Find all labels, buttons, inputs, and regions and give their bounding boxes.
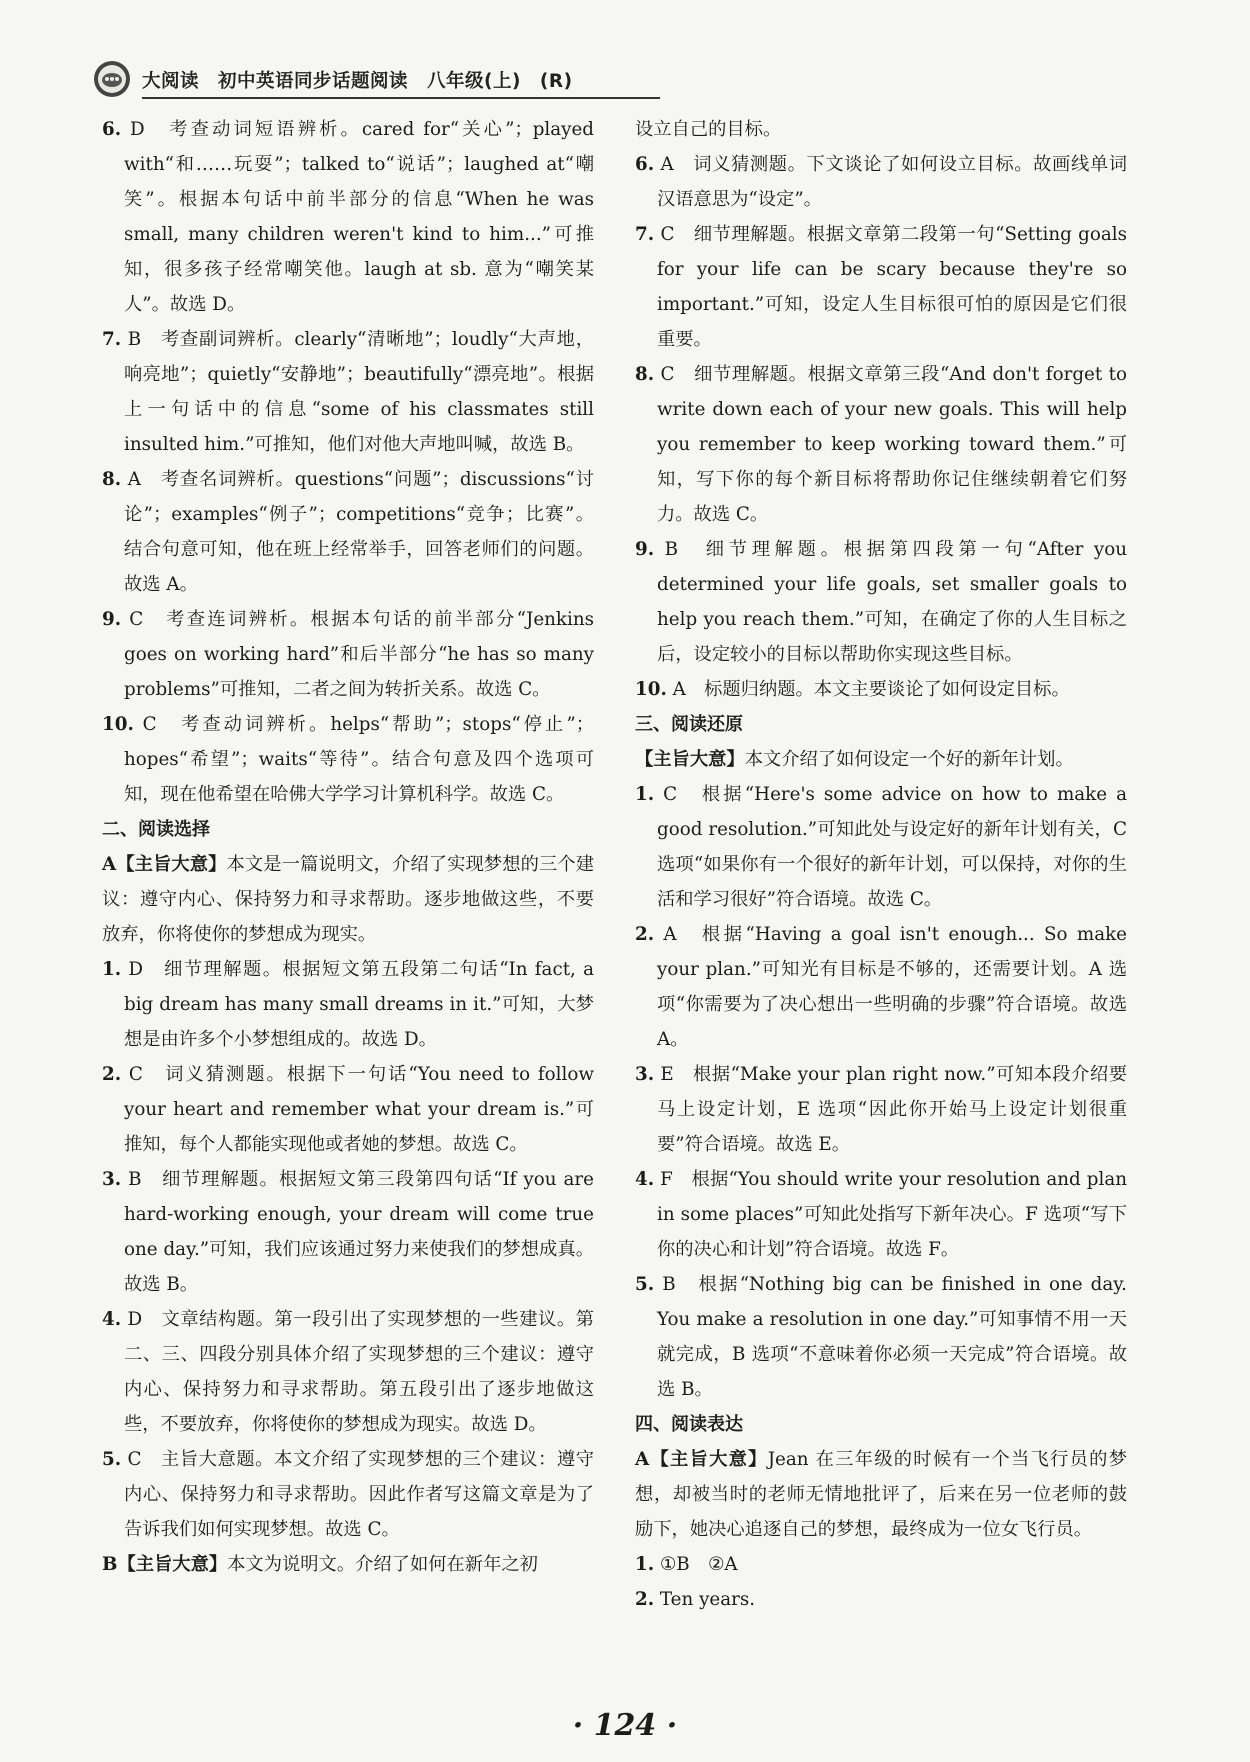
answer-item: 8. A 考查名词辨析。questions“问题”；discussions“讨论”；examples“例子”；competitions“竞争；比赛”。结合句意可知，他在班上经常举手，回答老师们的问题。故选 A。 xyxy=(102,469,594,595)
answer-item: 5. C 主旨大意题。本文介绍了实现梦想的三个建议：遵守内心、保持努力和寻求帮助。因此作者写这篇文章是为了告诉我们如何实现梦想。故选 C。 xyxy=(102,1449,594,1540)
answer-item: 1. D 细节理解题。根据短文第五段第二句话“In fact, a big dream has many small dreams in it.”可知，大梦想是由许多个小梦想组成的。故选 D。 xyxy=(102,959,594,1050)
answer-item: 3. B 细节理解题。根据短文第三段第四句话“If you are hard-working enough, your dream will come true one day.”可知，我们应该通过努力来使我们的梦想成真。故选 B。 xyxy=(102,1169,594,1295)
header-rule xyxy=(142,97,660,99)
answer-item: 2. A 根据“Having a goal isn't enough... So make your plan.”可知光有目标是不够的，还需要计划。A 选项“你需要为了决心想出一些明确的步骤”符合语境。故选 A。 xyxy=(635,924,1127,1050)
answer-item: 7. C 细节理解题。根据文章第二段第一句“Setting goals for your life can be scary because they're so important.”可知，设定人生目标很可怕的原因是它们很重要。 xyxy=(635,224,1128,350)
answer-item: 9. C 考查连词辨析。根据本句话的前半部分“Jenkins goes on working hard”和后半部分“he has so many problems”可推知，二者之间为转折关系。故选 C。 xyxy=(102,609,594,700)
answer-item: 1. ①B ②A xyxy=(635,1554,738,1575)
page-header xyxy=(92,55,662,103)
answer-item: 7. B 考查副词辨析。clearly“清晰地”；loudly“大声地，响亮地”；quietly“安静地”；beautifully“漂亮地”。根据上一句话中的信息“some of his classmates still insulted him.”可推知，他们对他大声地叫喊，故选 B。 xyxy=(102,329,594,455)
page-number: · 124 · xyxy=(572,1708,678,1743)
main-idea-paragraph: A【主旨大意】Jean 在三年级的时候有一个当飞行员的梦想，却被当时的老师无情地批评了，后来在另一位老师的鼓励下，她决心追逐自己的梦想，最终成为一位女飞行员。 xyxy=(635,1449,1127,1540)
header-title: 大阅读 初中英语同步话题阅读 八年级(上) (R) xyxy=(142,71,573,92)
answer-item: 2. C 词义猜测题。根据下一句话“You need to follow your heart and remember what your dream is.”可推知，每个人都能实现他或者她的梦想。故选 C。 xyxy=(102,1064,594,1155)
left-column xyxy=(102,112,594,1582)
answer-item: 4. D 文章结构题。第一段引出了实现梦想的一些建议。第二、三、四段分别具体介绍了实现梦想的三个建议：遵守内心、保持努力和寻求帮助。第五段引出了逐步地做这些，不要放弃，你将使你的梦想成为现实。故选 D。 xyxy=(102,1309,594,1435)
section-heading: 三、阅读还原 xyxy=(635,714,743,735)
answer-item: 2. Ten years. xyxy=(635,1589,756,1610)
main-idea-paragraph: A【主旨大意】本文是一篇说明文，介绍了实现梦想的三个建议：遵守内心、保持努力和寻求帮助。逐步地做这些，不要放弃，你将使你的梦想成为现实。 xyxy=(102,854,594,945)
answer-item: 6. D 考查动词短语辨析。cared for“关心”；played with“和……玩耍”；talked to“说话”；laughed at“嘲笑”。根据本句话中前半部分的信息“When he was small, many children weren't kind to him...”可推知，很多孩子经常嘲笑他。laugh at sb. 意为“嘲笑某人”。故选 D。 xyxy=(102,119,595,315)
section-heading: 四、阅读表达 xyxy=(635,1414,743,1435)
section-heading: 二、阅读选择 xyxy=(102,819,210,840)
continuation-text: 设立自己的目标。 xyxy=(635,119,782,140)
main-idea-paragraph: B【主旨大意】本文为说明文。介绍了如何在新年之初 xyxy=(102,1554,538,1575)
answer-item: 3. E 根据“Make your plan right now.”可知本段介绍要马上设定计划，E 选项“因此你开始马上设定计划很重要”符合语境。故选 E。 xyxy=(635,1064,1128,1155)
answer-item: 10. C 考查动词辨析。helps“帮助”；stops“停止”；hopes“希望”；waits“等待”。结合句意及四个选项可知，现在他希望在哈佛大学学习计算机科学。故选 C。 xyxy=(102,714,594,805)
answer-item: 8. C 细节理解题。根据文章第三段“And don't forget to write down each of your new goals. This will help you remember to keep working toward them.”可知，写下你的每个新目标将帮助你记住继续朝着它们努力。故选 C。 xyxy=(635,364,1127,525)
answer-item: 9. B 细节理解题。根据第四段第一句“After you determined your life goals, set smaller goals to help you reach them.”可知，在确定了你的人生目标之后，设定较小的目标以帮助你实现这些目标。 xyxy=(635,539,1128,665)
book-logo-icon xyxy=(92,59,132,99)
right-column xyxy=(635,112,1127,1617)
answer-item: 5. B 根据“Nothing big can be finished in one day. You make a resolution in one day.”可知事情不用一天就完成，B 选项“不意味着你必须一天完成”符合语境。故选 B。 xyxy=(635,1274,1127,1400)
answer-item: 4. F 根据“You should write your resolution and plan in some places”可知此处指写下新年决心。F 选项“写下你的决心和计划”符合语境。故选 F。 xyxy=(635,1169,1127,1260)
answer-item: 10. A 标题归纳题。本文主要谈论了如何设定目标。 xyxy=(635,679,1070,700)
answer-item: 6. A 词义猜测题。下文谈论了如何设立目标。故画线单词汉语意思为“设定”。 xyxy=(635,154,1128,210)
main-idea-paragraph: 【主旨大意】本文介绍了如何设定一个好的新年计划。 xyxy=(635,749,1074,770)
answer-item: 1. C 根据“Here's some advice on how to make a good resolution.”可知此处与设定好的新年计划有关，C 选项“如果你有一个很好的新年计划，可以保持，对你的生活和学习很好”符合语境。故选 C。 xyxy=(635,784,1127,910)
